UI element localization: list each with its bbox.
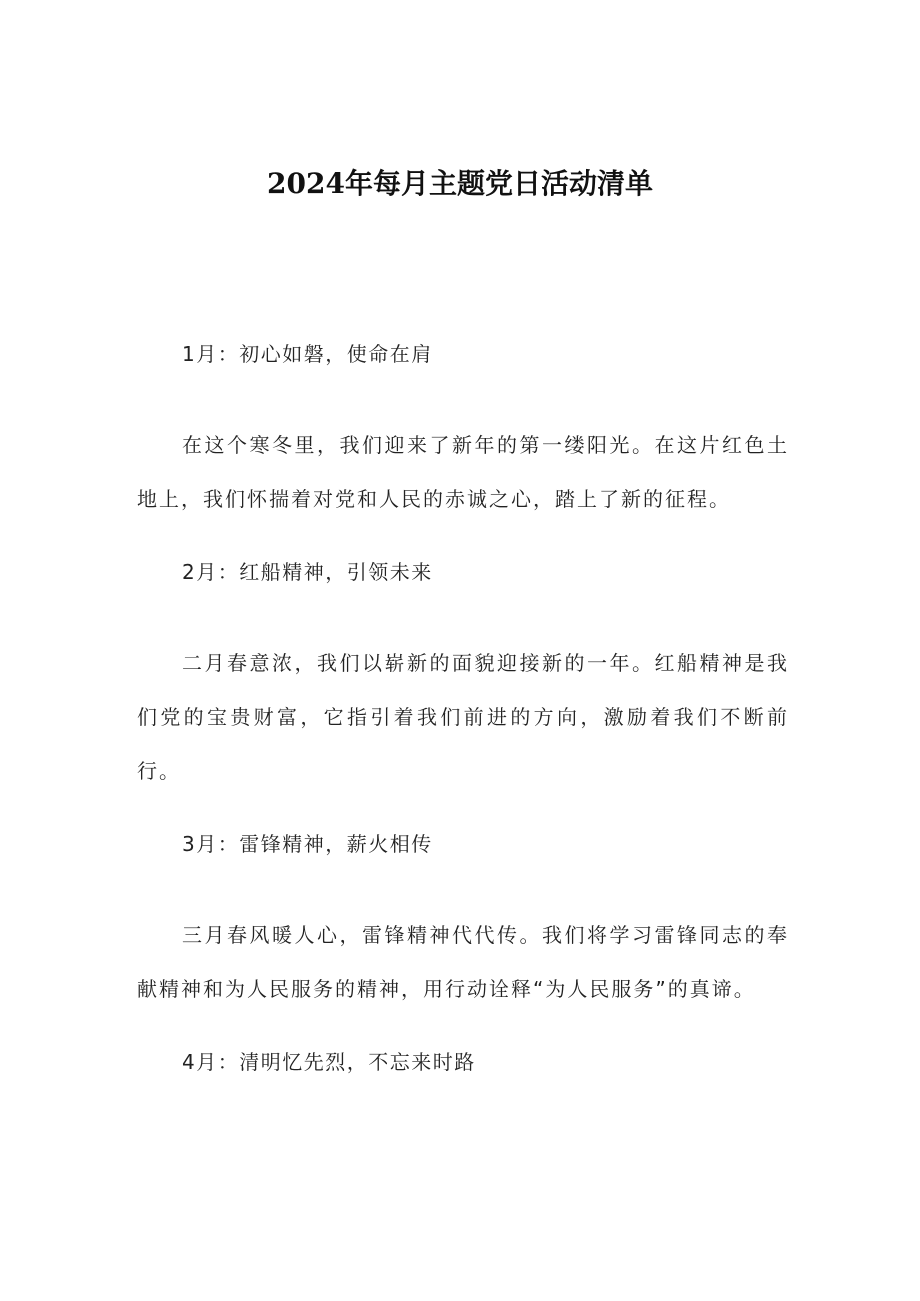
section-body-march: 三月春风暖人心，雷锋精神代代传。我们将学习雷锋同志的奉献精神和为人民服务的精神，用行动诠释“为人民服务”的真谛。	[137, 923, 789, 1001]
section-heading-march: 3月：雷锋精神，薪火相传	[182, 832, 433, 856]
document-body	[137, 336, 789, 1080]
document-title: 2024年每月主题党日活动清单	[267, 167, 653, 200]
section-heading-february: 2月：红船精神，引领未来	[182, 560, 433, 584]
section-heading-january: 1月：初心如磐，使命在肩	[182, 342, 433, 366]
section-heading-april: 4月：清明忆先烈，不忘来时路	[182, 1050, 476, 1074]
section-body-february: 二月春意浓，我们以崭新的面貌迎接新的一年。红船精神是我们党的宝贵财富，它指引着我们前进的方向，激励着我们不断前行。	[137, 651, 789, 783]
section-body-january: 在这个寒冬里，我们迎来了新年的第一缕阳光。在这片红色土地上，我们怀揣着对党和人民的赤诚之心，踏上了新的征程。	[137, 433, 789, 511]
